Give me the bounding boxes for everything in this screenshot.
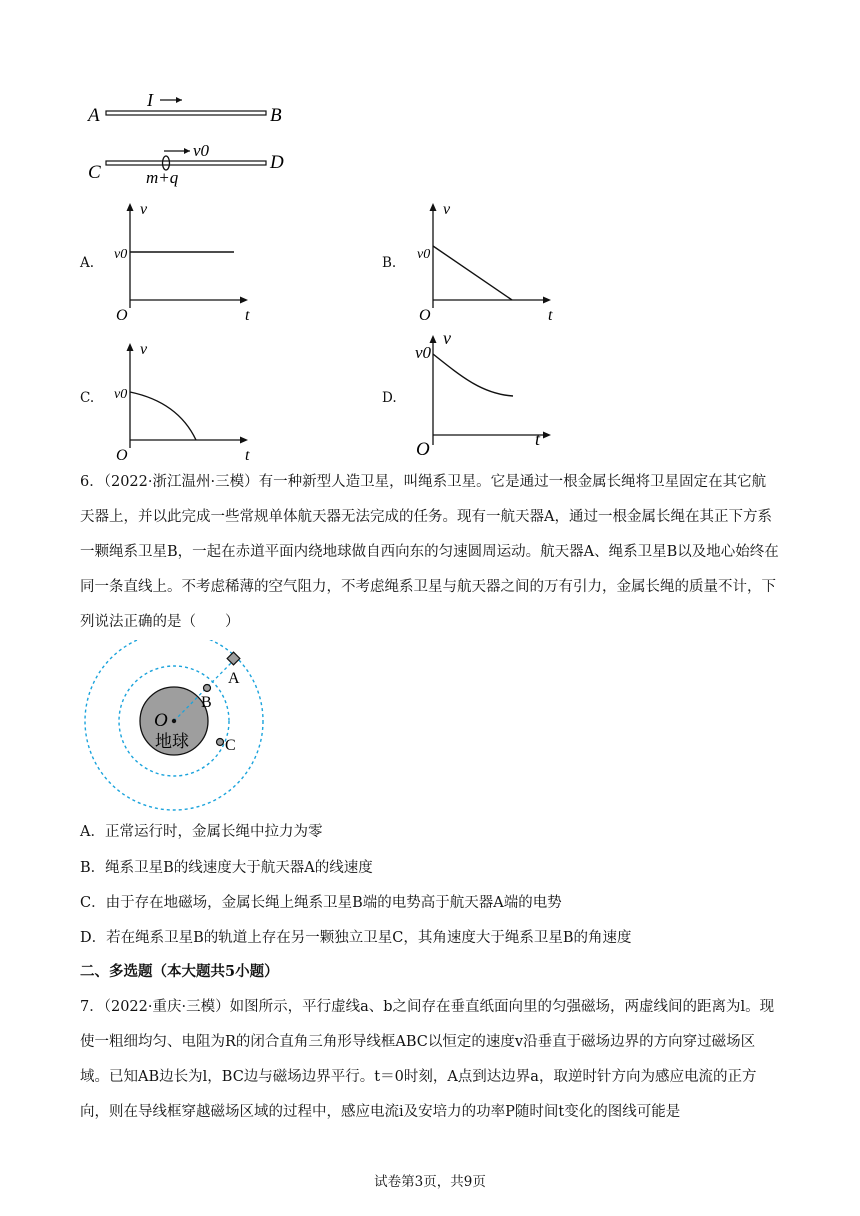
label-c: C: [225, 737, 236, 754]
origin-label: O: [116, 307, 128, 323]
v-axis-arrow-icon: [430, 335, 437, 343]
center-dot: [172, 719, 176, 723]
wire-label-d: D: [270, 152, 284, 173]
origin-label: O: [116, 447, 128, 463]
particle-label: m+q: [146, 168, 179, 187]
axis-v-label: v: [140, 201, 148, 218]
earth-satellite-figure: [80, 640, 270, 820]
earth-label: 地球: [155, 732, 189, 751]
curve-convex-decrease: [433, 354, 513, 396]
graph-d: [413, 330, 563, 460]
axis-t-label: t: [535, 429, 541, 449]
curve-linear-decrease: [433, 246, 512, 300]
t-axis-arrow-icon: [543, 297, 551, 304]
q6-option-d: D．若在绳系卫星B的轨道上存在另一颗独立卫星C，其角速度大于绳系卫星B的角速度: [80, 930, 632, 946]
v0-label: v0: [417, 247, 431, 262]
current-arrow-icon: [176, 97, 182, 103]
axis-t-label: t: [245, 447, 250, 463]
satellite-c-icon: [217, 739, 224, 746]
axis-v-label: v: [443, 330, 451, 348]
label-a: A: [228, 670, 240, 687]
wire-label-b: B: [270, 105, 282, 126]
q6-option-c: C．由于存在地磁场，金属长绳上绳系卫星B端的电势高于航天器A端的电势: [80, 895, 562, 911]
question-7: 7．（2022·重庆·三模）如图所示，平行虚线a、b之间存在垂直纸面向里的匀强磁场，两虚线间的距离为l。现使一粗细均匀、电阻为R的闭合直角三角形导线框ABC以恒定的速度v沿垂直于磁场边界的方向穿过磁场区域。已知AB边长为l，BC边与磁场边界平行。t＝0时刻，A点到达边界a，取逆时针方向为感应电流的正方向，则在导线框穿越磁场区域的过程中，感应电流i及安培力的功率P随时间t变化的图线可能是: [80, 999, 775, 1120]
graph-c: [110, 338, 260, 463]
v-axis-arrow-icon: [430, 203, 437, 211]
q6-option-b: B．绳系卫星B的线速度大于航天器A的线速度: [80, 860, 373, 876]
spacecraft-a-icon: [227, 652, 240, 665]
wire-cd: [106, 161, 266, 165]
t-axis-arrow-icon: [240, 297, 248, 304]
t-axis-arrow-icon: [240, 437, 248, 444]
origin-label: O: [416, 439, 430, 460]
wire-label-a: A: [88, 105, 100, 126]
axis-v-label: v: [443, 201, 451, 218]
wire-ab: [106, 111, 266, 115]
v-axis-arrow-icon: [127, 203, 134, 211]
axis-v-label: v: [140, 341, 148, 358]
velocity-label: v0: [193, 141, 210, 160]
v0-label: v0: [114, 247, 128, 262]
v0-label: v0: [415, 343, 432, 362]
satellite-b-icon: [204, 685, 211, 692]
option-a-label: A.: [80, 255, 95, 271]
curve-concave-decrease: [130, 392, 196, 440]
wire-label-c: C: [88, 162, 101, 183]
axis-t-label: t: [548, 307, 553, 323]
label-b: B: [201, 694, 212, 711]
graph-b: [413, 198, 563, 323]
origin-label: O: [419, 307, 431, 323]
center-label: O: [154, 710, 168, 731]
q6-option-a: A．正常运行时，金属长绳中拉力为零: [80, 824, 323, 840]
option-d-label: D.: [382, 390, 397, 406]
option-b-label: B.: [382, 255, 397, 271]
velocity-arrow-icon: [184, 148, 190, 154]
axis-t-label: t: [245, 307, 250, 323]
v-axis-arrow-icon: [127, 343, 134, 351]
v0-label: v0: [114, 387, 128, 402]
page-footer: 试卷第3页，共9页: [374, 1174, 486, 1190]
parallel-wires-figure: [80, 88, 300, 188]
t-axis-arrow-icon: [543, 432, 551, 439]
graph-a: [110, 198, 260, 323]
option-c-label: C.: [80, 390, 95, 406]
section-heading: 二、多选题（本大题共5小题）: [80, 963, 279, 980]
current-label: I: [147, 90, 153, 110]
question-6: 6．（2022·浙江温州·三模）有一种新型人造卫星，叫绳系卫星。它是通过一根金属长绳将卫星固定在其它航天器上，并以此完成一些常规单体航天器无法完成的任务。现有一航天器A，通过一根金属长绳在其正下方系一颗绳系卫星B，一起在赤道平面内绕地球做自西向东的匀速圆周运动。航天器A、绳系卫星B以及地心始终在同一条直线上。不考虑稀薄的空气阻力，不考虑绳系卫星与航天器之间的万有引力，金属长绳的质量不计，下列说法正确的是（ ）: [80, 474, 779, 630]
